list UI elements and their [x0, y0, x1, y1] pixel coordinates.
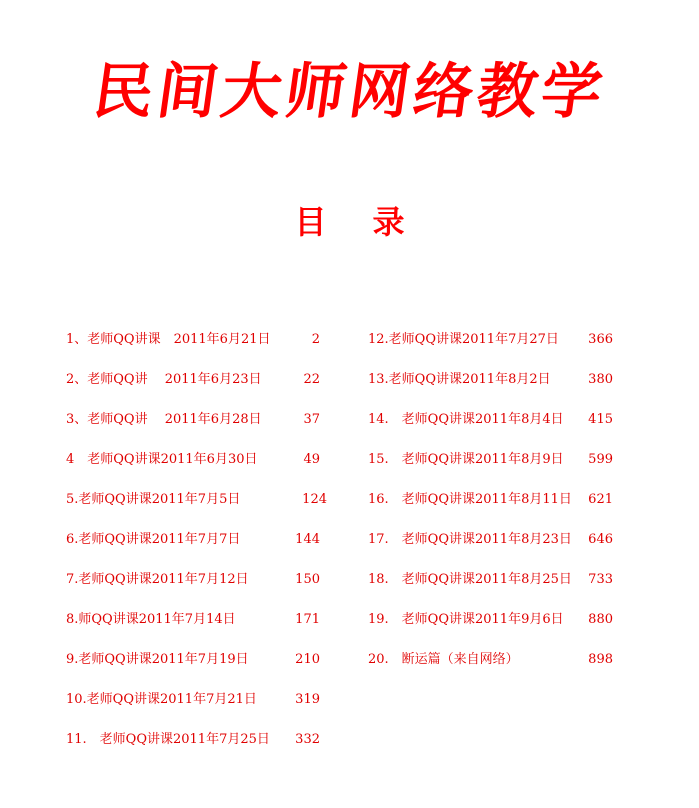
toc-entry-title: 12.老师QQ讲课2011年7月27日 — [368, 332, 559, 347]
toc-entry-page: 150 — [295, 572, 320, 587]
toc-entry-title: 14. 老师QQ讲课2011年8月4日 — [368, 412, 564, 427]
toc-entry-title: 5.老师QQ讲课2011年7月5日 — [66, 492, 241, 507]
toc-entry-10[interactable] — [66, 690, 336, 730]
toc-entry-page: 733 — [588, 572, 613, 587]
toc-entry-title: 18. 老师QQ讲课2011年8月25日 — [368, 572, 572, 587]
toc-entry-page: 319 — [295, 692, 320, 707]
toc-entry-1[interactable] — [66, 330, 336, 370]
toc-entry-18[interactable] — [368, 570, 623, 610]
toc-entry-4[interactable] — [66, 450, 336, 490]
toc-entry-page: 366 — [588, 332, 613, 347]
toc-entry-title: 6.老师QQ讲课2011年7月7日 — [66, 532, 241, 547]
toc-entry-title: 7.老师QQ讲课2011年7月12日 — [66, 572, 249, 587]
toc-entry-page: 144 — [295, 532, 320, 547]
toc-entry-page: 2 — [311, 332, 320, 347]
toc-entry-title: 11. 老师QQ讲课2011年7月25日 — [66, 732, 270, 747]
toc-entry-page: 37 — [303, 412, 320, 427]
toc-entry-page: 415 — [588, 412, 613, 427]
toc-entry-title: 1、老师QQ讲课 2011年6月21日 — [66, 332, 271, 347]
toc-entry-16[interactable] — [368, 490, 623, 530]
toc-entry-2[interactable] — [66, 370, 336, 410]
toc-entry-17[interactable] — [368, 530, 623, 570]
toc-entry-page: 621 — [588, 492, 613, 507]
toc-entry-page: 332 — [295, 732, 320, 747]
toc-entry-11[interactable] — [66, 730, 336, 770]
toc-entry-9[interactable] — [66, 650, 336, 690]
toc-entry-19[interactable] — [368, 610, 623, 650]
toc-entry-page: 22 — [303, 372, 320, 387]
toc-entry-page: 124 — [302, 492, 327, 507]
toc-entry-title: 3、老师QQ讲 2011年6月28日 — [66, 412, 262, 427]
toc-entry-page: 210 — [295, 652, 320, 667]
toc-entry-page: 646 — [588, 532, 613, 547]
toc-heading: 目录 — [294, 203, 451, 241]
toc-entry-page: 49 — [303, 452, 320, 467]
toc-entry-page: 599 — [588, 452, 613, 467]
toc-entry-page: 380 — [588, 372, 613, 387]
toc-entry-title: 15. 老师QQ讲课2011年8月9日 — [368, 452, 564, 467]
toc-entry-title: 2、老师QQ讲 2011年6月23日 — [66, 372, 262, 387]
toc-column-right — [368, 330, 623, 690]
toc-entry-5[interactable] — [66, 490, 336, 530]
toc-entry-title: 13.老师QQ讲课2011年8月2日 — [368, 372, 551, 387]
toc-entry-13[interactable] — [368, 370, 623, 410]
toc-entry-title: 8.师QQ讲课2011年7月14日 — [66, 612, 236, 627]
toc-entry-title: 20. 断运篇（来自网络） — [368, 652, 519, 667]
toc-entry-page: 880 — [588, 612, 613, 627]
toc-entry-20[interactable] — [368, 650, 623, 690]
toc-entry-title: 19. 老师QQ讲课2011年9月6日 — [368, 612, 564, 627]
toc-entry-title: 10.老师QQ讲课2011年7月21日 — [66, 692, 257, 707]
toc-entry-3[interactable] — [66, 410, 336, 450]
toc-entry-title: 9.老师QQ讲课2011年7月19日 — [66, 652, 249, 667]
toc-entry-page: 171 — [295, 612, 320, 627]
toc-entry-title: 17. 老师QQ讲课2011年8月23日 — [368, 532, 572, 547]
toc-entry-14[interactable] — [368, 410, 623, 450]
toc-entry-8[interactable] — [66, 610, 336, 650]
toc-entry-title: 16. 老师QQ讲课2011年8月11日 — [368, 492, 572, 507]
toc-column-left — [66, 330, 336, 770]
banner-title: 民间大师网络教学 — [88, 57, 611, 127]
toc-entry-15[interactable] — [368, 450, 623, 490]
toc-entry-title: 4 老师QQ讲课2011年6月30日 — [66, 452, 258, 467]
toc-entry-12[interactable] — [368, 330, 623, 370]
toc-entry-6[interactable] — [66, 530, 336, 570]
toc-entry-page: 898 — [588, 652, 613, 667]
toc-entry-7[interactable] — [66, 570, 336, 610]
